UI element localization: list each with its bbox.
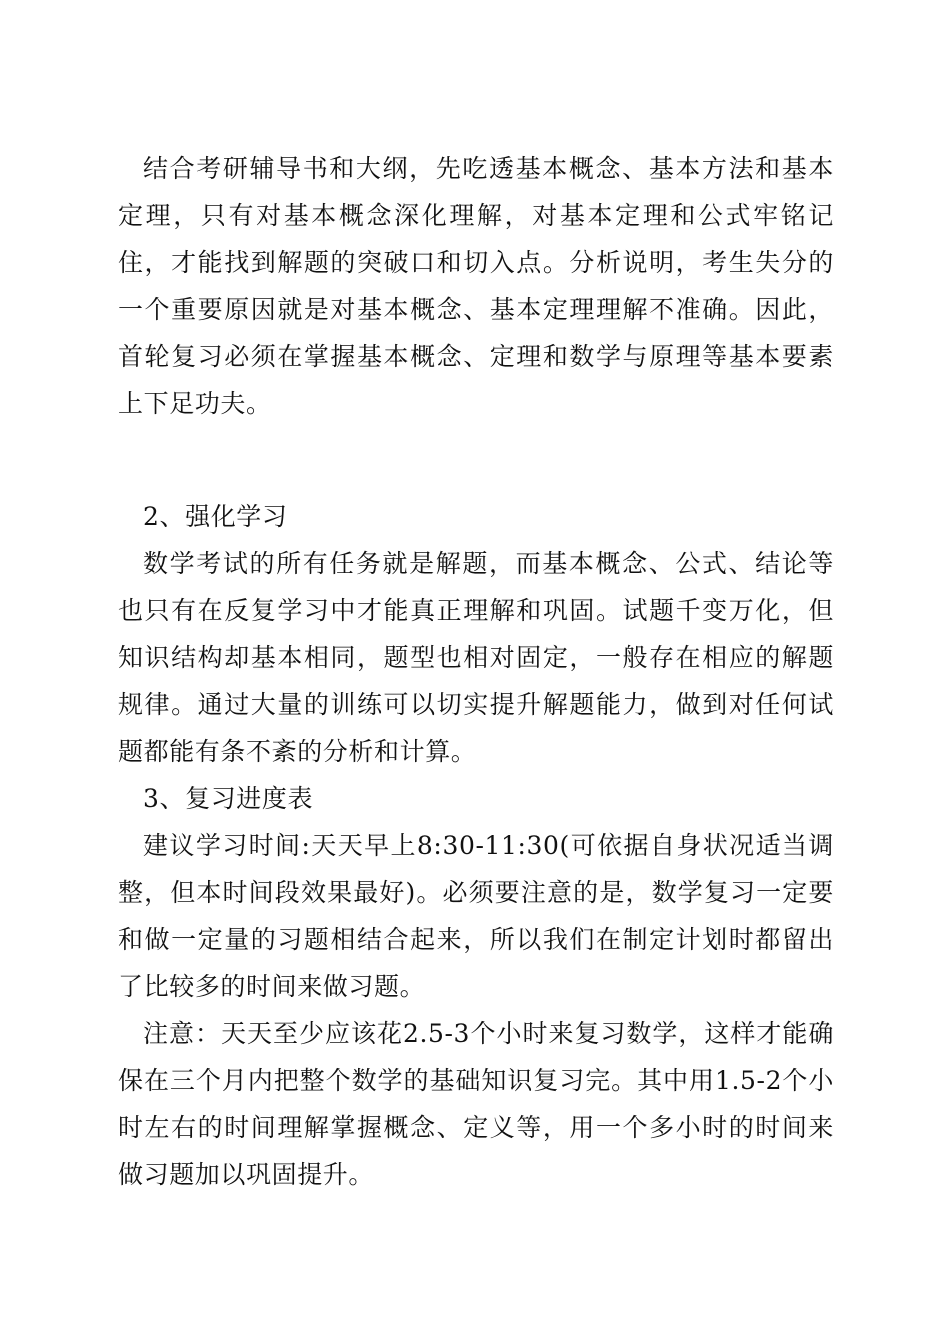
paragraph-study-time: 建议学习时间:天天早上8:30-11:30(可依据自身状况适当调整，但本时间段效果最好)。必须要注意的是，数学复习一定要和做一定量的习题相结合起来，所以我们在制定计划时都留出了比较多的时间来做习题。 — [118, 831, 834, 1001]
paragraph-note: 注意：天天至少应该花2.5-3个小时来复习数学，这样才能确保在三个月内把整个数学的基础知识复习完。其中用1.5-2个小时左右的时间理解掌握概念、定义等，用一个多小时的时间来做习题加以巩固提升。 — [118, 1019, 834, 1189]
paragraph-basic-concepts: 结合考研辅导书和大纲，先吃透基本概念、基本方法和基本定理，只有对基本概念深化理解，对基本定理和公式牢铭记住，才能找到解题的突破口和切入点。分析说明，考生失分的一个重要原因就是对基本概念、基本定理理解不准确。因此，首轮复习必须在掌握基本概念、定理和数学与原理等基本要素上下足功夫。 — [118, 154, 834, 418]
heading-review-schedule: 3、复习进度表 — [143, 784, 314, 813]
heading-intensive-study: 2、强化学习 — [143, 502, 288, 531]
paragraph-intensive-study: 数学考试的所有任务就是解题，而基本概念、公式、结论等也只有在反复学习中才能真正理解和巩固。试题千变万化，但知识结构却基本相同，题型也相对固定，一般存在相应的解题规律。通过大量的训练可以切实提升解题能力，做到对任何试题都能有条不紊的分析和计算。 — [118, 549, 834, 766]
section-spacer — [118, 427, 834, 493]
document-body — [118, 145, 834, 1198]
